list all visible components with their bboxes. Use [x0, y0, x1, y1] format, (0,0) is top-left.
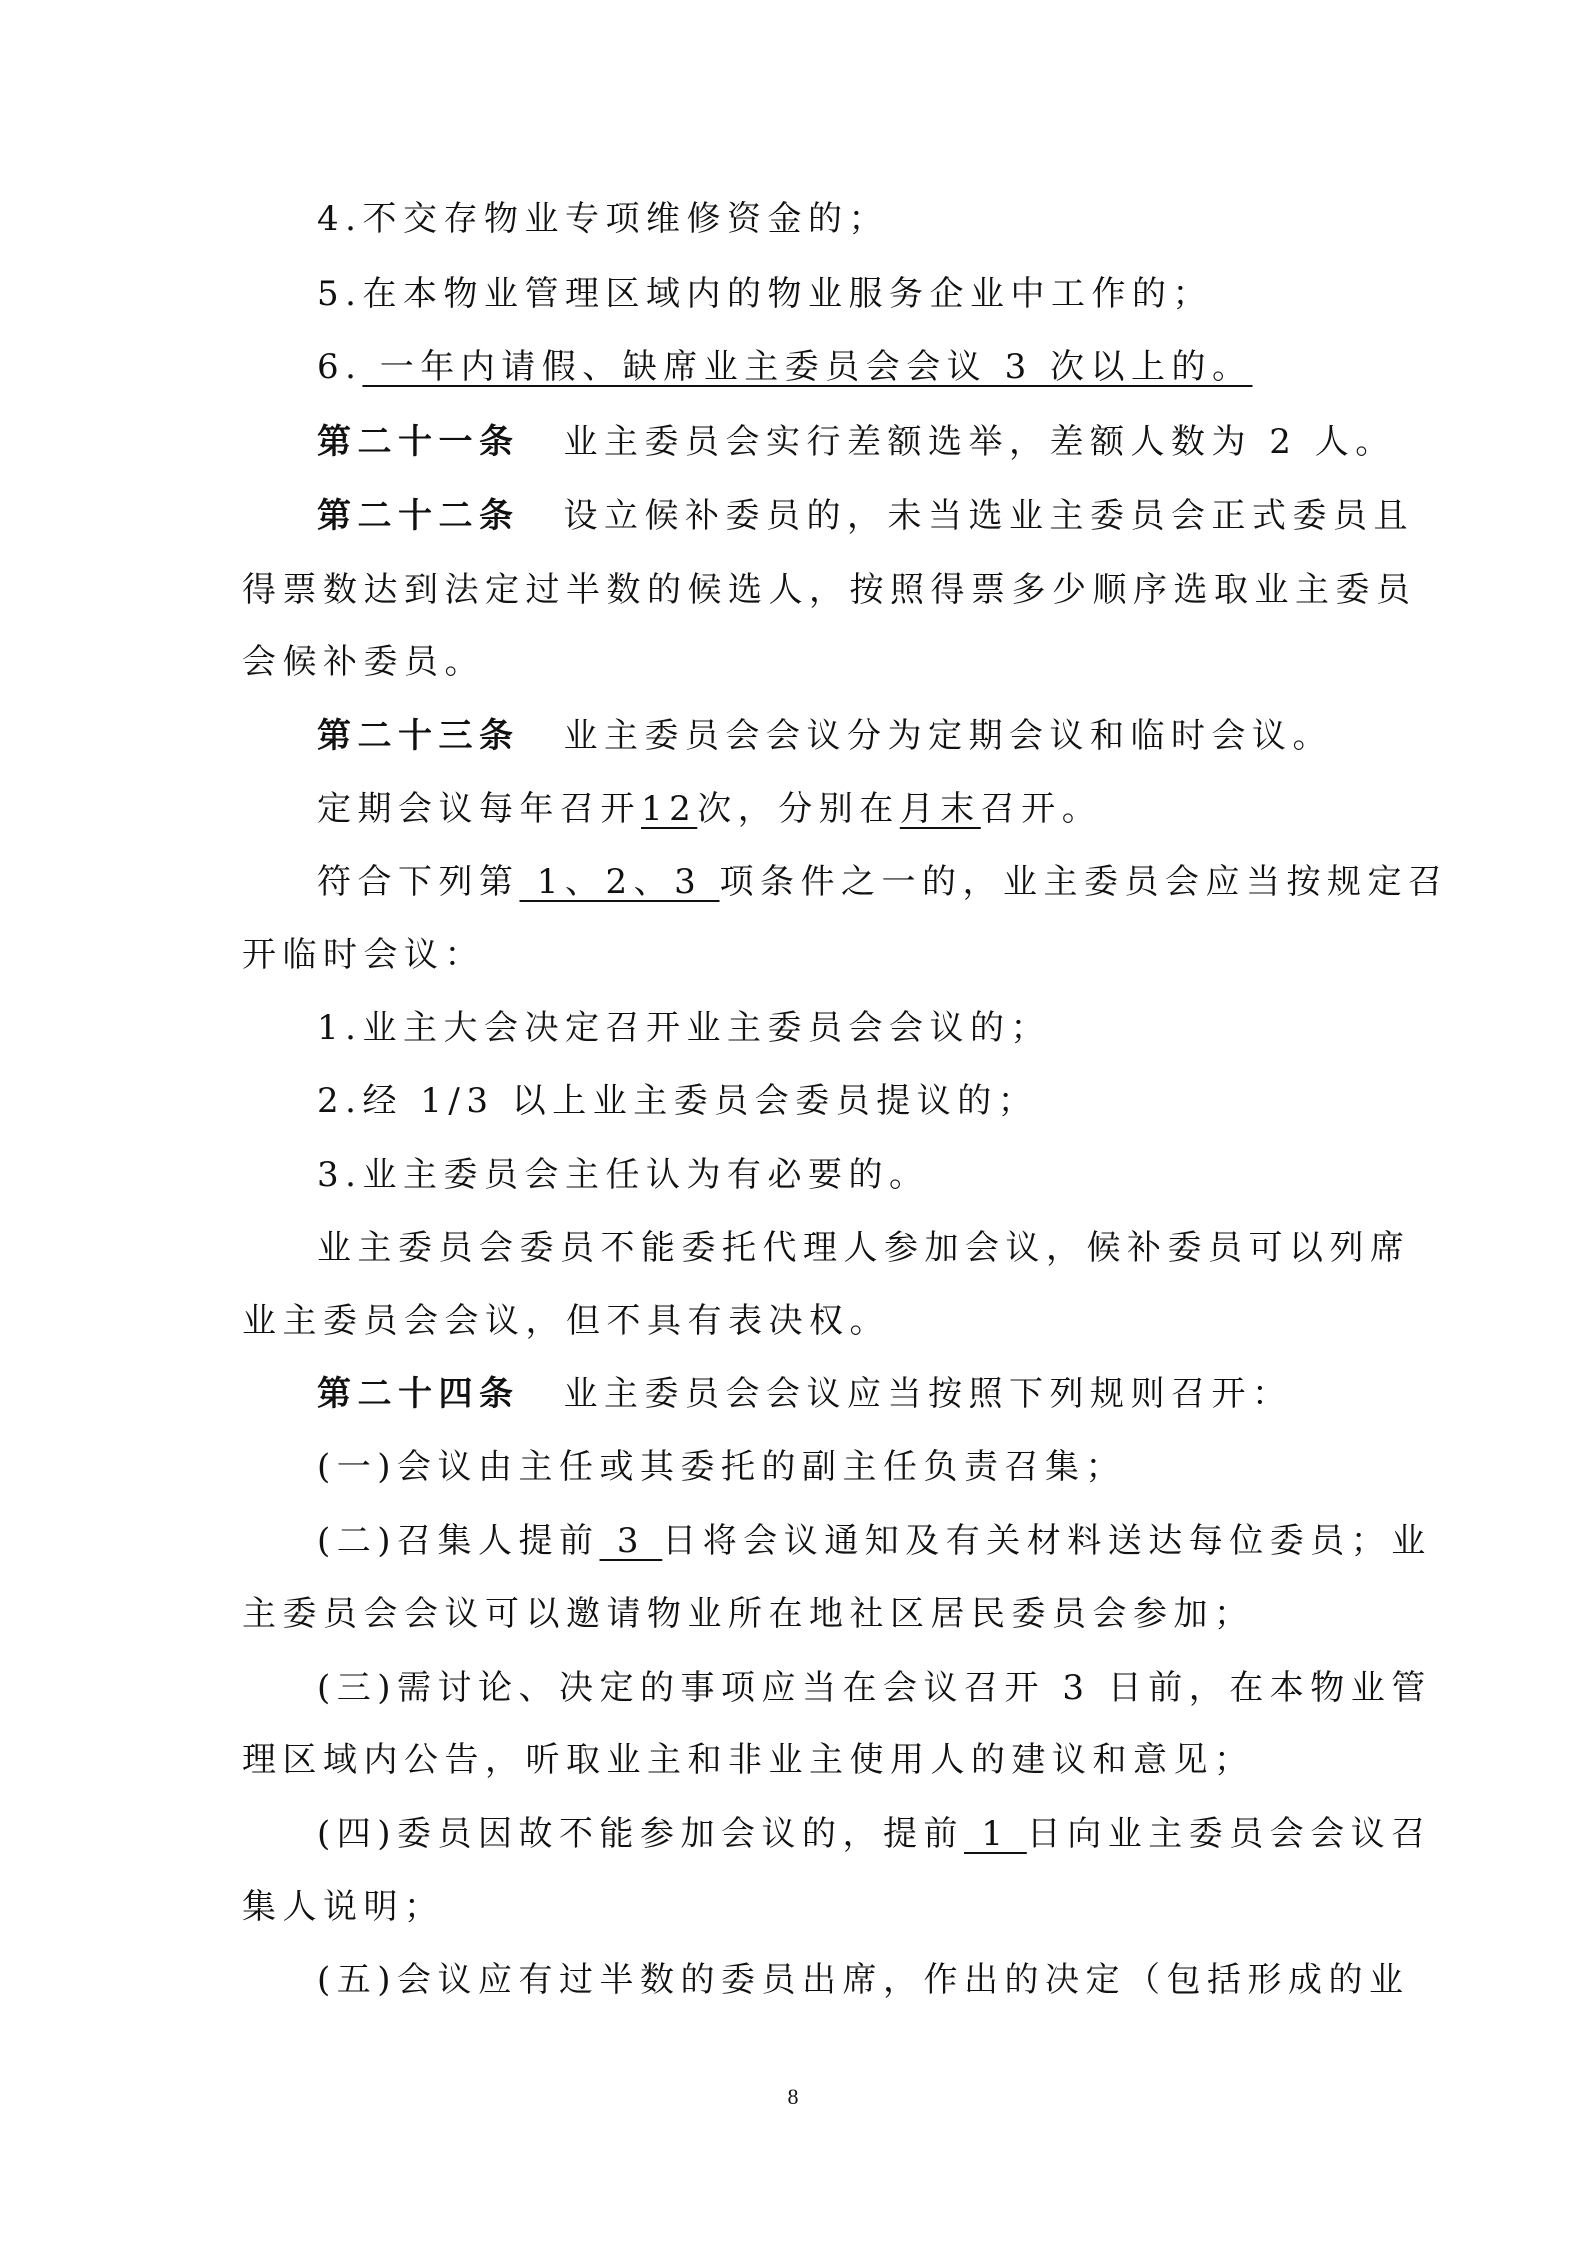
text-segment: 理区域内公告，听取业主和非业主使用人的建议和意见；: [242, 1740, 1255, 1780]
text-segment: 定期会议每年召开: [317, 789, 641, 829]
text-line: [242, 1885, 445, 1929]
underlined-fill-in: 3: [599, 1521, 663, 1561]
text-segment: 业主委员会委员不能委托代理人参加会议，候补委员可以列席: [317, 1228, 1411, 1268]
text-segment: 会候补委员。: [242, 642, 485, 682]
text-line: [317, 1079, 1038, 1123]
underlined-fill-in: 1: [964, 1814, 1027, 1854]
underlined-fill-in: 12: [641, 789, 698, 829]
text-line: [317, 1958, 1410, 2002]
text-segment: 业主委员会会议分为定期会议和临时会议。: [563, 716, 1333, 756]
text-line: [317, 345, 1253, 389]
text-segment: 集人说明；: [242, 1887, 445, 1927]
underlined-fill-in: 月末: [899, 789, 981, 829]
text-line: [242, 568, 1417, 612]
text-segment: (二)召集人提前: [317, 1521, 600, 1561]
text-segment: 5.在本物业管理区域内的物业服务企业中工作的；: [317, 274, 1213, 314]
text-segment: 1.业主大会决定召开业主委员会会议的；: [317, 1008, 1051, 1048]
text-line: [317, 860, 1449, 904]
article-heading: 第二十三条: [317, 716, 520, 756]
article-heading: 第二十一条: [317, 422, 520, 462]
text-segment: (五)会议应有过半数的委员出席，作出的决定（包括形成的业: [317, 1960, 1410, 2000]
underlined-fill-in: 1、2、3: [519, 862, 720, 902]
text-line: [317, 1666, 1432, 1710]
text-line: [317, 197, 889, 241]
text-line: [317, 1226, 1411, 1270]
article-heading: 第二十二条: [317, 496, 520, 536]
text-line: [317, 494, 1414, 538]
text-segment: 召开。: [980, 789, 1103, 829]
text-line: [317, 1445, 1126, 1489]
text-segment: 6.: [317, 347, 363, 387]
text-segment: (三)需讨论、决定的事项应当在会议召开 3 日前，在本物业管: [317, 1668, 1432, 1708]
text-segment: 得票数达到法定过半数的候选人，按照得票多少顺序选取业主委员: [242, 570, 1417, 610]
text-segment: 主委员会会议可以邀请物业所在地社区居民委员会参加；: [242, 1594, 1255, 1634]
text-segment: 次，分别在: [697, 789, 900, 829]
text-line: [317, 420, 1396, 464]
text-line: [317, 714, 1333, 758]
text-segment: 设立候补委员的，未当选业主委员会正式委员且: [563, 496, 1414, 536]
article-heading: 第二十四条: [317, 1374, 520, 1414]
text-line: [242, 1738, 1255, 1782]
text-segment: (四)委员因故不能参加会议的，提前: [317, 1814, 965, 1854]
text-line: [242, 640, 485, 684]
text-line: [317, 1519, 1432, 1563]
underlined-fill-in: 一年内请假、缺席业主委员会会议 3 次以上的。: [362, 347, 1253, 387]
text-line: [242, 933, 485, 977]
text-line: [317, 1006, 1051, 1050]
text-segment: 业主委员会会议，但不具有表决权。: [242, 1301, 890, 1341]
text-line: [242, 1592, 1255, 1636]
text-segment: 业主委员会会议应当按照下列规则召开：: [563, 1374, 1293, 1414]
text-line: [242, 1299, 890, 1343]
text-segment: 日向业主委员会会议召: [1026, 1814, 1432, 1854]
text-segment: 日将会议通知及有关材料送达每位委员；业: [662, 1521, 1432, 1561]
text-segment: (一)会议由主任或其委托的副主任负责召集；: [317, 1447, 1127, 1487]
text-segment: 3.业主委员会主任认为有必要的。: [317, 1155, 930, 1195]
page-number: 8: [787, 2084, 799, 2109]
text-segment: 2.经 1/3 以上业主委员会委员提议的；: [317, 1081, 1039, 1121]
text-segment: 4.不交存物业专项维修资金的；: [317, 199, 889, 239]
text-segment: 项条件之一的，业主委员会应当按规定召: [719, 862, 1449, 902]
text-segment: 符合下列第: [317, 862, 520, 902]
text-line: [317, 272, 1213, 316]
text-line: [317, 787, 1102, 831]
text-segment: 开临时会议：: [242, 935, 485, 975]
text-line: [317, 1153, 929, 1197]
text-line: [317, 1372, 1293, 1416]
text-segment: 业主委员会实行差额选举，差额人数为 2 人。: [563, 422, 1396, 462]
text-line: [317, 1812, 1432, 1856]
